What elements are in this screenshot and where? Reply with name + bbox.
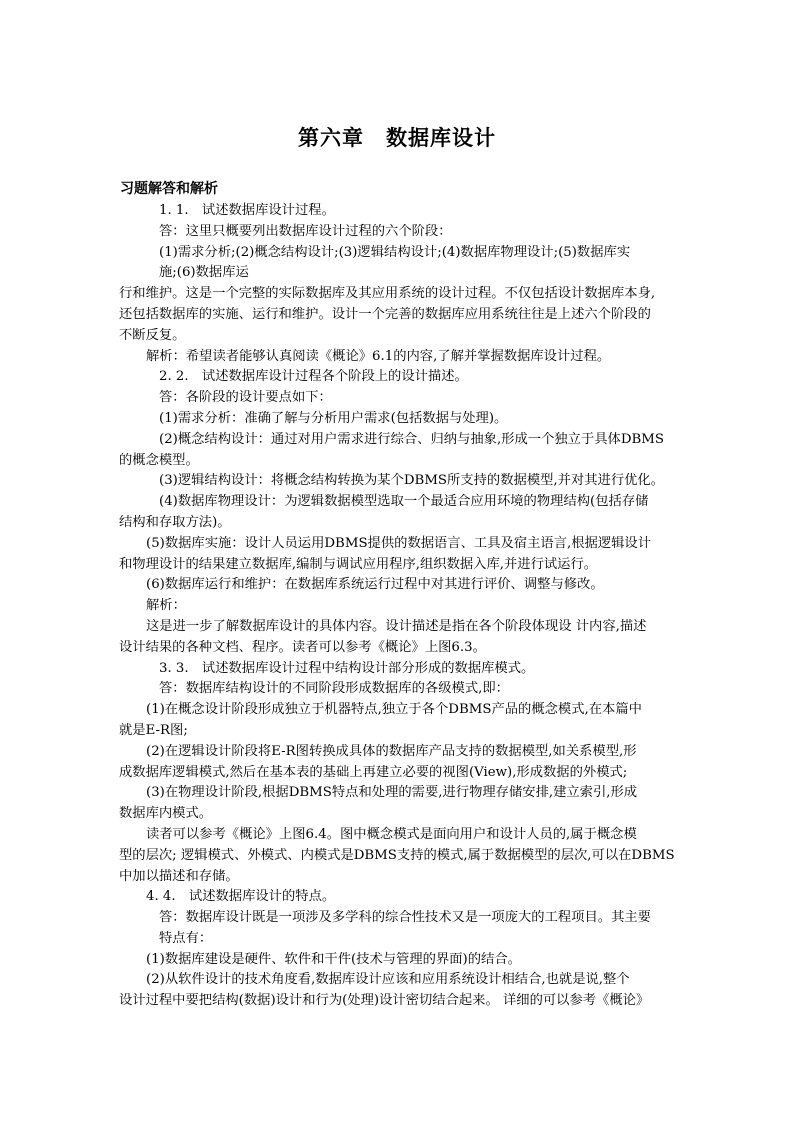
text-line: (2)在逻辑设计阶段将E-R图转换成具体的数据库产品支持的数据模型,如关系模型,形 [146, 743, 637, 759]
text-line: 1. 1. 试述数据库设计过程。 [159, 203, 335, 218]
text-line: (4)数据库物理设计：为逻辑数据模型选取一个最适合应用环境的物理结构(包括存储 [159, 494, 649, 510]
document-body [119, 201, 684, 1012]
text-line: 型的层次; 逻辑模式、外模式、内模式是DBMS支持的模式,属于数据模型的层次,可以在DBMS [119, 847, 675, 863]
section-heading: 习题解答和解析 [120, 181, 218, 197]
text-line: (6)数据库运行和维护：在数据库系统运行过程中对其进行评价、调整与修改。 [146, 577, 604, 593]
text-line: 2. 2. 试述数据库设计过程各个阶段上的设计描述。 [159, 369, 468, 385]
text-line: 的概念模型。 [119, 452, 199, 468]
text-line: (2)从软件设计的技术角度看,数据库设计应该和应用系统设计相结合,也就是说,整个 [146, 972, 630, 988]
text-line: 读者可以参考《概论》上图6.4。图中概念模式是面向用户和设计人员的,属于概念模 [146, 826, 637, 842]
text-line: 施;(6)数据库运 [159, 265, 249, 281]
text-line: (1)需求分析;(2)概念结构设计;(3)逻辑结构设计;(4)数据库物理设计;(5)数据库实 [159, 244, 631, 260]
text-line: (2)概念结构设计：通过对用户需求进行综合、归纳与抽象,形成一个独立于具体DBMS [159, 431, 665, 447]
text-line: 中加以描述和存储。 [119, 868, 239, 884]
text-line: 答：数据库结构设计的不同阶段形成数据库的各级模式,即： [159, 681, 509, 697]
text-line: 数据库内模式。 [119, 806, 213, 822]
text-line: (1)需求分析：准确了解与分析用户需求(包括数据与处理)。 [159, 410, 508, 426]
text-line: 4. 4. 试述数据库设计的特点。 [146, 889, 336, 905]
text-line: 这是进一步了解数据库设计的具体内容。设计描述是指在各个阶段体现设 计内容,描述 [146, 618, 647, 634]
text-line: 行和维护。这是一个完整的实际数据库及其应用系统的设计过程。不仅包括设计数据库本身, [119, 286, 656, 302]
text-line: 设计过程中要把结构(数据)设计和行为(处理)设计密切结合起来。 详细的可以参考《概论》 [119, 993, 650, 1009]
text-line: 成数据库逻辑模式,然后在基本表的基础上再建立必要的视图(View),形成数据的外模式; [119, 764, 628, 780]
text-line: 设计结果的各种文档、程序。读者可以参考《概论》上图6.3。 [119, 639, 486, 655]
text-line: 答：数据库设计既是一项涉及多学科的综合性技术又是一项庞大的工程项目。其主要 [159, 910, 651, 926]
text-line: 3. 3. 试述数据库设计过程中结构设计部分形成的数据库模式。 [159, 660, 535, 676]
text-line: (3)逻辑结构设计：将概念结构转换为某个DBMS所支持的数据模型,并对其进行优化。 [159, 473, 665, 489]
text-line: 还包括数据库的实施、运行和维护。设计一个完善的数据库应用系统往往是上述六个阶段的 [119, 306, 651, 322]
text-line: 答：各阶段的设计要点如下： [159, 390, 332, 406]
text-line: 解析：希望读者能够认真阅读《概论》6.1的内容,了解并掌握数据库设计过程。 [146, 348, 611, 364]
text-line: 就是E-R图; [119, 722, 188, 738]
text-line: 解析： [146, 598, 186, 614]
text-line: 和物理设计的结果建立数据库,编制与调试应用程序,组织数据入库,并进行试运行。 [119, 556, 598, 572]
text-line: (1)数据库建设是硬件、软件和干件(技术与管理的界面)的结合。 [146, 951, 521, 967]
text-line: 答：这里只概要列出数据库设计过程的六个阶段： [159, 223, 452, 239]
text-line: 特点有： [159, 930, 213, 946]
text-line: (3)在物理设计阶段,根据DBMS特点和处理的需要,进行物理存储安排,建立索引,形成 [146, 785, 638, 801]
text-line: 不断反复。 [119, 327, 186, 343]
chapter-title: 第六章 数据库设计 [298, 125, 496, 150]
text-line: (5)数据库实施：设计人员运用DBMS提供的数据语言、工具及宿主语言,根据逻辑设计 [146, 535, 652, 551]
text-line: (1)在概念设计阶段形成独立于机器特点,独立于各个DBMS产品的概念模式,在本篇中 [146, 702, 642, 718]
text-line: 结构和存取方法)。 [119, 514, 231, 530]
